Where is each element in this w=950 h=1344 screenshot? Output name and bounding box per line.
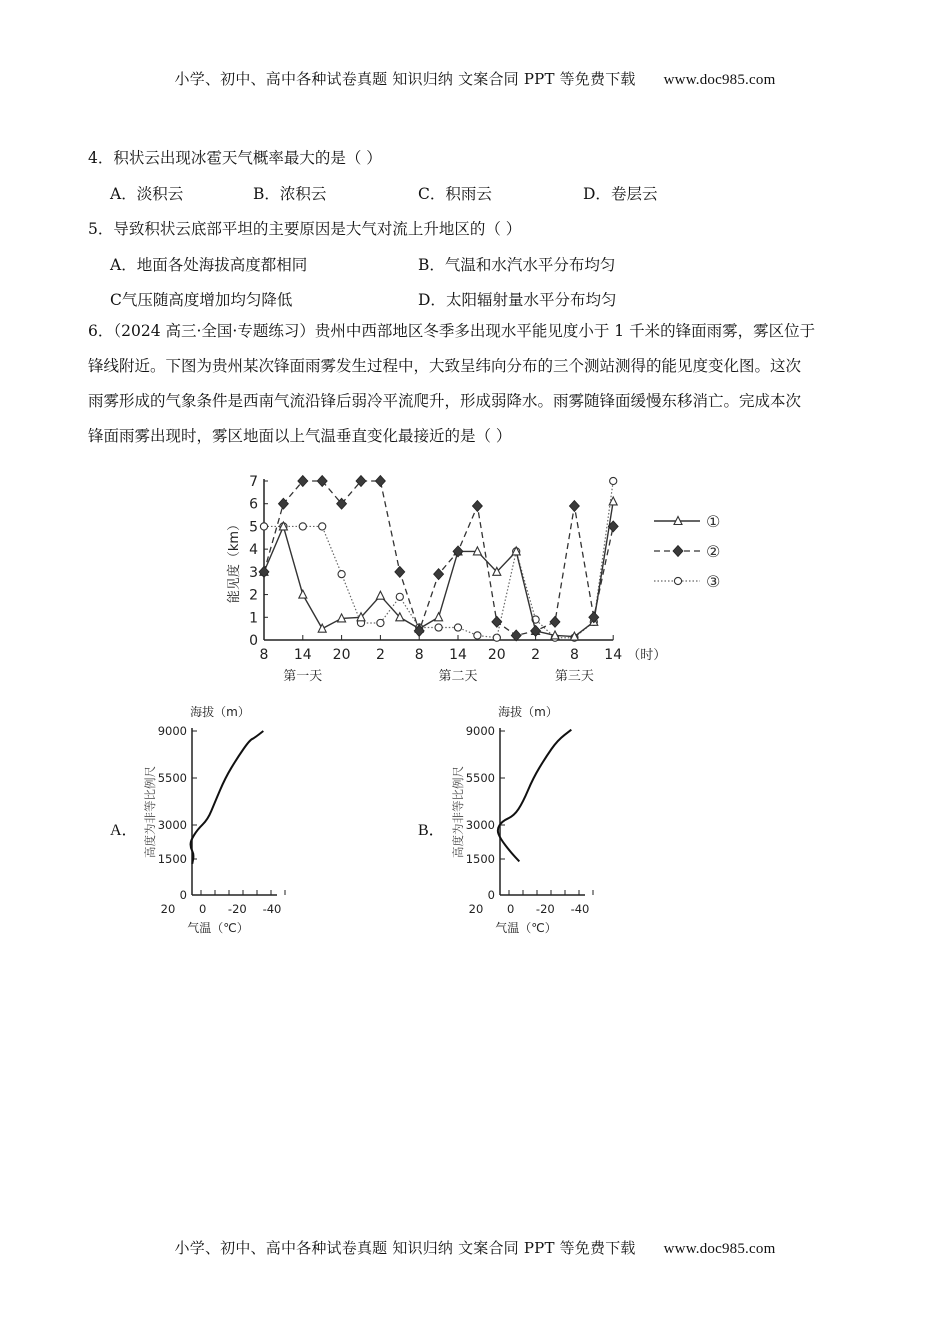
q6-line-4: 锋面雨雾出现时，雾区地面以上气温垂直变化最接近的是（ ） [88,427,512,445]
option-text: 气温和水汽水平分布均匀 [444,256,616,274]
svg-text:3: 3 [249,564,258,581]
svg-text:第一天: 第一天 [283,669,323,684]
svg-text:0: 0 [487,888,495,902]
svg-text:-20: -20 [227,902,247,916]
svg-text:高度为非等比例尺: 高度为非等比例尺 [451,766,465,858]
svg-text:4: 4 [249,542,258,559]
option-letter: C． [418,185,446,203]
svg-text:9000: 9000 [465,724,495,738]
q4-option-a[interactable] [110,182,183,204]
legend-item-1 [654,512,720,531]
question-number: 5． [88,220,114,238]
svg-text:2: 2 [249,587,258,604]
svg-text:海拔（m）: 海拔（m） [190,705,250,719]
q4-option-b[interactable] [253,182,326,204]
svg-text:3000: 3000 [465,818,495,832]
header-url[interactable]: www.doc985.com [663,72,776,88]
svg-text:③: ③ [706,572,721,591]
svg-text:-20: -20 [535,902,555,916]
temperature-curve [498,730,571,862]
svg-text:海拔（m）: 海拔（m） [498,705,558,719]
option-letter: B． [253,185,280,203]
option-b-label[interactable]: B． [418,822,445,839]
option-letter: C [110,291,122,309]
q5-option-d[interactable] [418,288,616,310]
legend-item-2 [654,542,720,561]
q5-option-a[interactable] [110,253,307,275]
option-letter: A． [110,185,137,203]
temperature-profile-a [140,700,300,945]
q6-line-2: 锋线附近。下图为贵州某次锋面雨雾发生过程中，大致呈纬向分布的三个测站测得的能见度变化图。这次 [88,357,802,375]
svg-text:20: 20 [160,902,176,916]
svg-text:14: 14 [293,647,312,663]
svg-text:高度为非等比例尺: 高度为非等比例尺 [143,766,157,858]
q5-option-c[interactable] [110,288,292,310]
visibility-chart [220,470,740,690]
svg-text:2: 2 [375,647,385,663]
temperature-curve [191,731,264,864]
svg-text:20: 20 [487,647,506,663]
chart-series [259,476,618,642]
svg-text:1500: 1500 [157,852,187,866]
svg-text:0: 0 [179,888,187,902]
svg-text:第二天: 第二天 [438,669,478,684]
svg-text:-40: -40 [570,902,590,916]
svg-text:②: ② [706,542,721,561]
option-text: 卷层云 [610,185,658,203]
option-letter: A． [110,256,137,274]
svg-text:7: 7 [249,474,258,490]
svg-text:6: 6 [249,496,258,513]
chart-legend [654,512,720,591]
svg-text:（时）: （时） [627,648,667,663]
question-number: 4． [88,149,114,167]
question-4 [88,146,382,168]
svg-text:0: 0 [249,633,258,649]
question-number: 6． [88,322,114,340]
footer-text: 小学、初中、高中各种试卷真题 知识归纳 文案合同 PPT 等免费下载 [174,1239,636,1257]
svg-text:20: 20 [332,647,351,663]
page-footer [0,1237,950,1258]
q4-option-c[interactable] [418,182,492,204]
option-letter: B． [418,256,445,274]
svg-text:8: 8 [414,647,424,663]
svg-text:8: 8 [259,647,269,663]
svg-text:0: 0 [507,902,515,916]
svg-text:-40: -40 [262,902,282,916]
temperature-profile-b [448,700,608,945]
header-text: 小学、初中、高中各种试卷真题 知识归纳 文案合同 PPT 等免费下载 [174,70,636,88]
question-6 [88,314,868,454]
svg-text:2: 2 [531,647,541,663]
question-text: （2024 高三·全国·专题练习）贵州中西部地区冬季多出现水平能见度小于 1 千米的锋面雨雾，雾区位于 [113,322,816,340]
q6-line-3: 雨雾形成的气象条件是西南气流沿锋后弱冷平流爬升，形成弱降水。雨雾随锋面缓慢东移消亡。完成本次 [88,392,802,410]
svg-text:0: 0 [199,902,207,916]
option-text: 积雨云 [445,185,492,203]
option-text: 太阳辐射量水平分布均匀 [445,291,617,309]
svg-text:气温（℃）: 气温（℃） [187,921,249,935]
footer-url[interactable]: www.doc985.com [663,1241,776,1257]
option-letter: D． [583,185,611,203]
option-text: 浓积云 [279,185,327,203]
svg-text:14: 14 [604,647,623,663]
q5-option-b[interactable] [418,253,615,275]
svg-text:①: ① [706,512,721,531]
option-text: 地面各处海拔高度都相同 [136,256,308,274]
svg-text:1500: 1500 [465,852,495,866]
svg-text:8: 8 [569,647,579,663]
option-a-label[interactable]: A． [110,822,138,839]
option-text: 淡积云 [136,185,184,203]
svg-text:能见度（km）: 能见度（km） [227,517,242,604]
svg-text:3000: 3000 [157,818,187,832]
q4-option-d[interactable] [583,182,657,204]
svg-text:5500: 5500 [465,771,495,785]
svg-text:20: 20 [468,902,484,916]
page-header [0,68,950,89]
svg-text:5: 5 [249,519,258,536]
svg-text:5500: 5500 [157,771,187,785]
svg-text:1: 1 [249,610,258,627]
svg-text:14: 14 [449,647,467,663]
option-text: 气压随高度增加均匀降低 [121,291,293,309]
svg-text:第三天: 第三天 [554,669,594,684]
question-stem: 积状云出现冰雹天气概率最大的是（ ） [113,149,382,167]
legend-item-3 [654,572,720,591]
svg-text:气温（℃）: 气温（℃） [495,921,557,935]
question-5 [88,217,521,239]
question-stem: 导致积状云底部平坦的主要原因是大气对流上升地区的（ ） [113,220,522,238]
q6-line-1 [88,314,868,349]
svg-text:9000: 9000 [157,724,187,738]
option-letter: D． [418,291,446,309]
